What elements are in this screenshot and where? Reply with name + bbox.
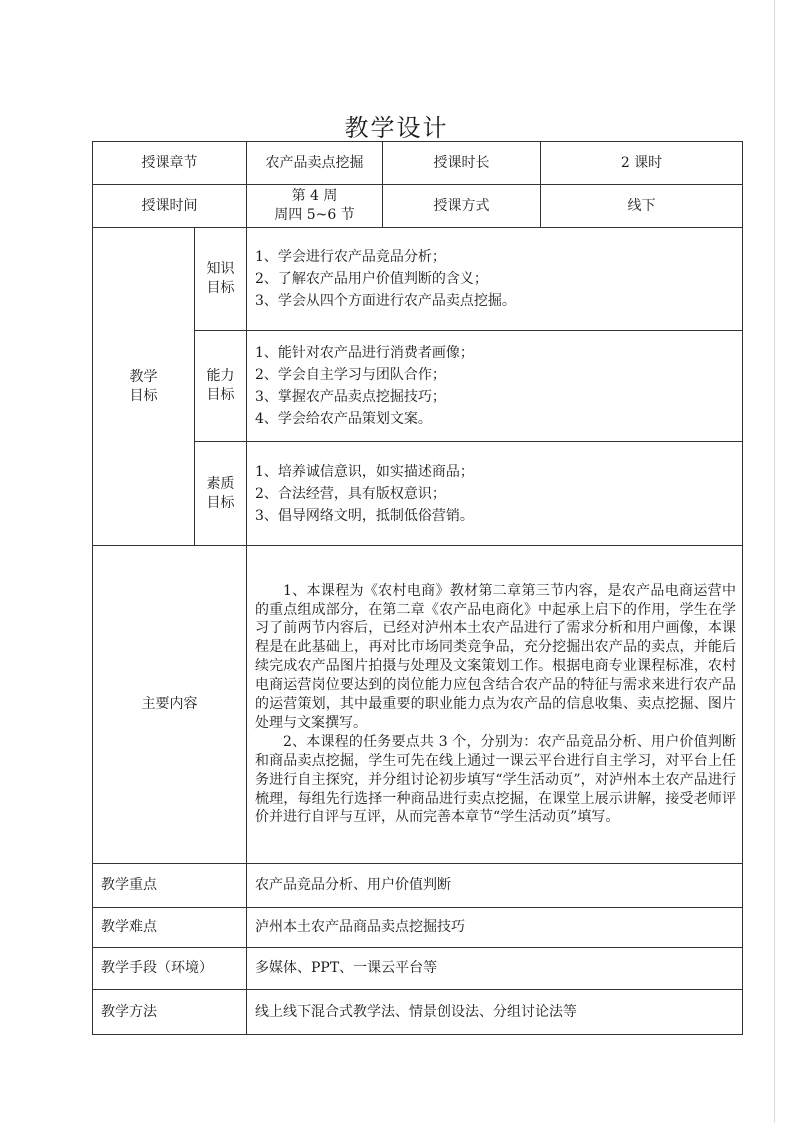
lesson-plan-table: [92, 141, 743, 1035]
chapter-row: [93, 142, 743, 185]
chapter-value: 农产品卖点挖掘: [247, 142, 383, 185]
time-label: 授课时间: [93, 185, 247, 228]
list-item: 1、能针对农产品进行消费者画像；: [255, 345, 474, 361]
list-item: 3、倡导网络文明，抵制低俗营销。: [255, 507, 474, 524]
difficulties-value: 泸州本土农产品商品卖点挖掘技巧: [247, 908, 743, 948]
main-content-text: [247, 546, 743, 864]
list-item: 3、学会从四个方面进行农产品卖点挖掘。: [255, 293, 516, 309]
key-points-value: 农产品竞品分析、用户价值判断: [247, 864, 743, 908]
ability-goal-label-line2: 目标: [206, 387, 235, 403]
teaching-objectives-label-line2: 目标: [129, 387, 158, 404]
main-content-label: 主要内容: [93, 546, 247, 864]
teaching-methods-row: [93, 990, 743, 1035]
quality-goal-label: [195, 442, 247, 546]
quality-goal-list: [247, 442, 743, 546]
main-content-row: [93, 546, 743, 864]
knowledge-goal-label-line1: 知识: [206, 261, 235, 278]
knowledge-goal-label-line2: 目标: [206, 280, 235, 296]
page-title: 教学设计: [344, 114, 449, 142]
duration-value: 2 课时: [541, 142, 743, 185]
quality-goal-label-line1: 素质: [206, 475, 235, 492]
list-item: 4、学会给农产品策划文案。: [255, 411, 432, 427]
teaching-means-row: [93, 948, 743, 990]
ability-goal-list: [247, 331, 743, 442]
ability-goal-label: [195, 331, 247, 442]
scan-edge-line: [774, 0, 775, 1122]
teaching-methods-label: 教学方法: [93, 990, 247, 1035]
chapter-label: 授课章节: [93, 142, 247, 185]
difficulties-label: 教学难点: [93, 908, 247, 948]
teaching-objectives-label-line1: 教学: [129, 368, 158, 385]
teaching-means-label: 教学手段（环境）: [93, 948, 247, 990]
teaching-objectives-label: [93, 228, 195, 546]
ability-goal-label-line1: 能力: [206, 368, 235, 385]
time-value: [247, 185, 383, 228]
list-item: 1、培养诚信意识，如实描述商品；: [255, 463, 474, 480]
quality-goal-label-line2: 目标: [206, 494, 235, 511]
mode-value: 线下: [541, 185, 743, 228]
list-item: 1、学会进行农产品竞品分析；: [255, 249, 446, 265]
time-value-week: 第 4 周: [291, 188, 338, 204]
knowledge-goal-list: [247, 228, 743, 331]
time-value-day: 周四 5~6 节: [274, 207, 355, 223]
main-content-paragraph-1: 1、本课程为《农村电商》教材第二章第三节内容，是农产品电商运营中的重点组成部分，在第二章《农产品电商化》中起承上启下的作用，学生在学习了前两节内容后，已经对泸州本土农产品进行了需求分析和用户画像，本课程是在此基础上，再对比市场同类竞争品，充分挖掘出农产品的卖点，并能后续完成农产品图片拍摄与处理及文案策划工作。根据电商专业课程标准，农村电商运营岗位要达到的岗位能力应包含结合农产品的特征与需求来进行农产品的运营策划，其中最重要的职业能力点为农产品的信息收集、卖点挖掘、图片处理与文案撰写。: [255, 582, 736, 731]
list-item: 2、学会自主学习与团队合作；: [255, 367, 446, 383]
key-points-label: 教学重点: [93, 864, 247, 908]
knowledge-goal-row: [93, 228, 743, 331]
duration-label: 授课时长: [383, 142, 541, 185]
list-item: 2、合法经营，具有版权意识；: [255, 485, 446, 502]
list-item: 2、了解农产品用户价值判断的含义；: [255, 271, 488, 287]
difficulties-row: [93, 908, 743, 948]
knowledge-goal-label: [195, 228, 247, 331]
key-points-row: [93, 864, 743, 908]
mode-label: 授课方式: [383, 185, 541, 228]
list-item: 3、掌握农产品卖点挖掘技巧；: [255, 389, 446, 405]
time-row: [93, 185, 743, 228]
teaching-methods-value: 线上线下混合式教学法、情景创设法、分组讨论法等: [247, 990, 743, 1035]
main-content-paragraph-2: 2、本课程的任务要点共 3 个，分别为：农产品竞品分析、用户价值判断和商品卖点挖掘，学生可先在线上通过一课云平台进行自主学习，对平台上任务进行自主探究，并分组讨论初步填写“学生活动页”，对泸州本土农产品进行梳理，每组先行选择一种商品进行卖点挖掘，在课堂上展示讲解，接受老师评价并进行自评与互评，从而完善本章节“学生活动页”填写。: [255, 733, 736, 826]
teaching-means-value: 多媒体、PPT、一课云平台等: [247, 948, 743, 990]
